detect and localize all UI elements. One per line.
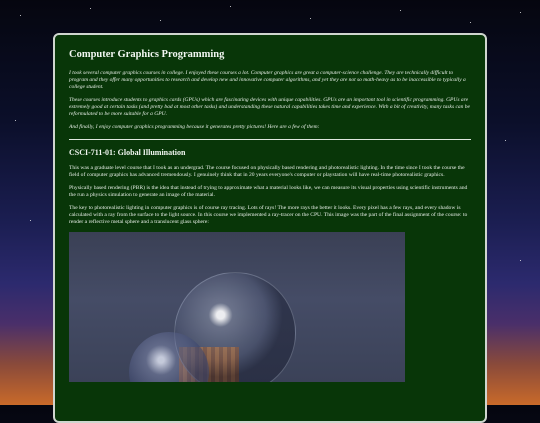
course-paragraph-2: Physically based rendering (PBR) is the idea that instead of trying to approximate what a material looks like, we can measure its visual properties using scientific instruments and the run a physics simulation to generate an image of the material. <box>69 185 468 198</box>
page-title: Computer Graphics Programming <box>69 49 225 60</box>
star <box>20 15 21 16</box>
star <box>520 260 521 261</box>
intro-paragraph-1: I took several computer graphics courses in college. I enjoyed these courses a lot. Computer graphics are great a computer-science challenge. They are technically difficult to program and they offer many opportunities to research and develop new and innovative computer algorithms, and yet they are not so math-heavy as to be inaccessible to typically a college student. <box>69 70 466 90</box>
star <box>505 140 506 141</box>
content-panel <box>53 33 487 423</box>
course-paragraph-3: The key to photorealistic lighting in computer graphics is of course ray tracing. Lots of rays! The more rays the better it looks. Every pixel has a few rays, and every shadow is calculated with a ray from the surface to the light source. In this course we implemented a ray-tracer on the CPU. This image was the part of the final assignment of the course: to render a reflective metal sphere and a translucent glass sphere: <box>69 205 468 225</box>
raytraced-render-image <box>69 232 405 382</box>
intro-paragraph-2: These courses introduce students to graphics cards (GPUs) which are fascinating devices with unique capabilities. GPUs are an important tool in scientific programming. GPUs are extremely good at certain tasks (and pretty bad at most other tasks) and understanding these natural capabilities takes time and experience. With a bit of creativity, many tasks can be reformulated to be more suitable for a GPU. <box>69 97 470 117</box>
star <box>310 18 311 19</box>
star <box>520 12 521 13</box>
intro-paragraph-3: And finally, I enjoy computer graphics programming because it generates pretty pictures! Here are a few of them: <box>69 124 320 130</box>
course-title: CSCI-711-01: Global Illumination <box>69 148 186 157</box>
star <box>30 220 31 221</box>
star <box>90 8 91 9</box>
star <box>470 22 471 23</box>
course-paragraph-1: This was a graduate level course that I took as an undergrad. The course focused on physically based rendering and photorealistic lighting. In the time since I took the course the field of computer graphics has advanced tremendously. I genuinely think that in 20 years everyone's computer or playstation will have real-time photorealistic graphics. <box>69 165 465 178</box>
star <box>400 10 401 11</box>
star <box>15 120 16 121</box>
star <box>230 6 231 7</box>
star <box>160 20 161 21</box>
section-divider <box>69 139 471 140</box>
